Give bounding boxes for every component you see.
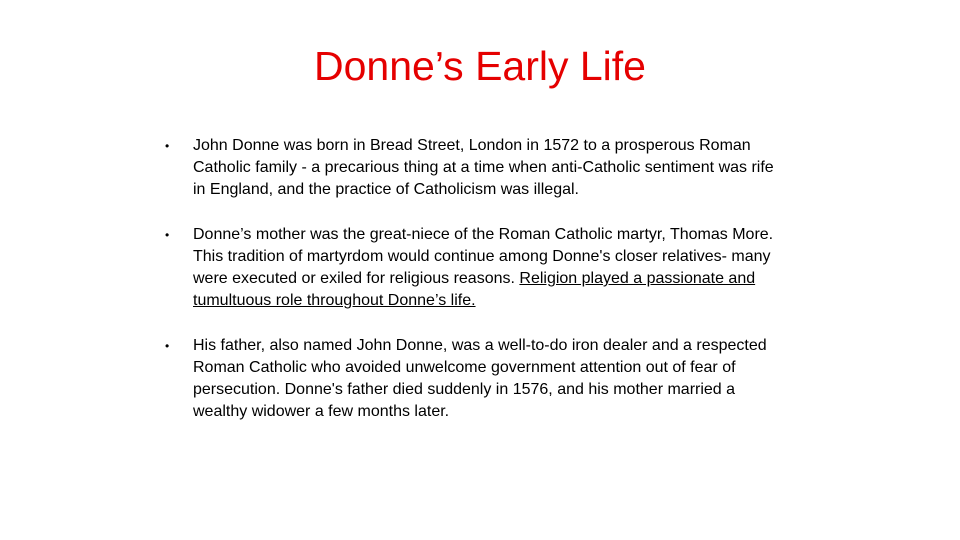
bullet-item xyxy=(165,335,775,423)
bullet-text: John Donne was born in Bread Street, London in 1572 to a prosperous Roman Catholic family - a precarious thing at a time when anti-Catholic sentiment was rife in England, and the practice of Catholicism was illegal. xyxy=(193,137,774,198)
bullet-item xyxy=(165,135,775,201)
bullet-item xyxy=(165,224,775,312)
bullet-list xyxy=(165,135,775,423)
bullet-text: Donne’s mother was the great-niece of the Roman Catholic martyr, Thomas More. This tradition of martyrdom would continue among Donne's closer relatives- many were executed or exiled for religious reasons. xyxy=(193,226,774,287)
bullet-marker: • xyxy=(165,228,170,242)
bullet-marker: • xyxy=(165,139,170,153)
bullet-text: His father, also named John Donne, was a well-to-do iron dealer and a respected Roman Catholic who avoided unwelcome government attention out of fear of persecution. Donne's father died suddenly in 1576, and his mother married a wealthy widower a few months later. xyxy=(193,337,767,420)
bullet-underlined-text: Religion played a passionate and tumultuous role throughout Donne’s life. xyxy=(193,270,756,309)
slide-title: Donne’s Early Life xyxy=(314,43,646,89)
bullet-marker: • xyxy=(165,339,170,353)
